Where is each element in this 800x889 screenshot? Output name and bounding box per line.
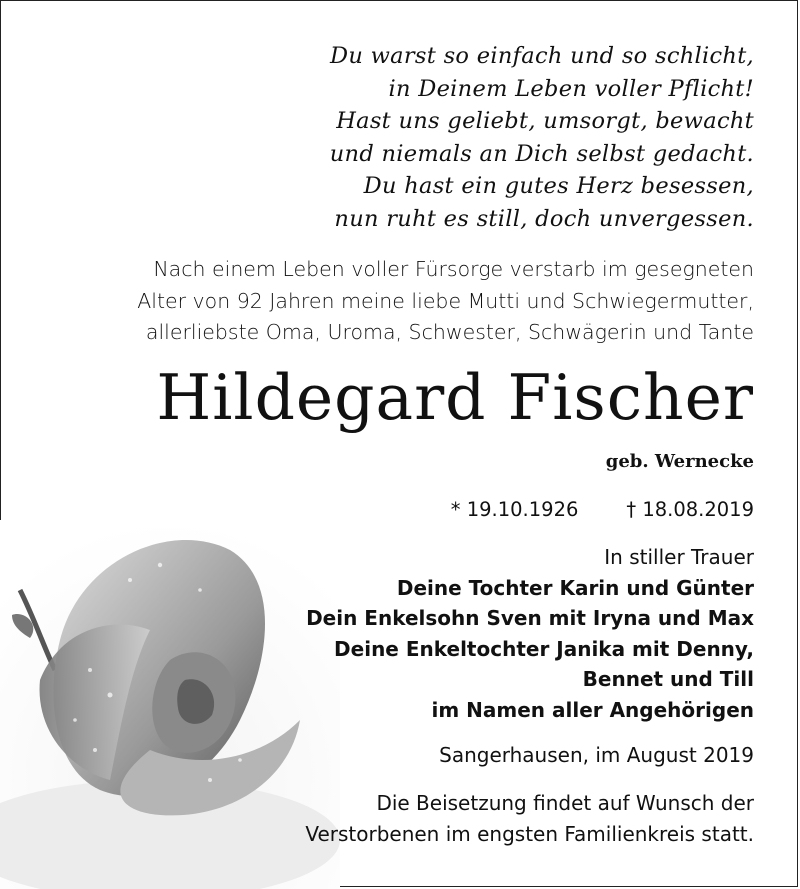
poem-line: Hast uns geliebt, umsorgt, bewacht xyxy=(336,108,754,134)
poem-line: nun ruht es still, doch unvergessen. xyxy=(334,205,754,232)
intro-text xyxy=(137,254,754,349)
mourners xyxy=(306,542,754,725)
intro-line: Nach einem Leben voller Fürsorge verstarb im gesegneten xyxy=(153,257,754,281)
intro-line: Alter von 92 Jahren meine liebe Mutti und Schwiegermutter, xyxy=(137,288,754,313)
intro-line: allerliebste Oma, Uroma, Schwester, Schwägerin und Tante xyxy=(145,320,754,344)
poem-line: Du hast ein gutes Herz besessen, xyxy=(363,173,754,199)
birth-date: * 19.10.1926 xyxy=(450,498,579,521)
maiden-name: geb. Wernecke xyxy=(605,451,754,472)
mourner-line: Deine Enkeltochter Janika mit Denny, xyxy=(334,636,754,661)
poem xyxy=(330,40,754,235)
place-date: Sangerhausen, im August 2019 xyxy=(439,743,754,767)
poem-line: und niemals an Dich selbst gedacht. xyxy=(329,140,754,167)
burial-line: Die Beisetzung findet auf Wunsch der xyxy=(376,791,754,815)
burial-note xyxy=(305,788,754,850)
poem-line: in Deinem Leben voller Pflicht! xyxy=(388,75,754,102)
death-date: † 18.08.2019 xyxy=(626,498,754,521)
mourners-heading: In stiller Trauer xyxy=(604,545,754,569)
burial-line: Verstorbenen im engsten Familienkreis statt. xyxy=(305,822,754,846)
mourner-line: Deine Tochter Karin und Günter xyxy=(396,575,754,600)
deceased-name: Hildegard Fischer xyxy=(156,361,754,434)
rose-icon xyxy=(0,520,340,889)
life-dates xyxy=(451,496,754,524)
mourner-line: Dein Enkelsohn Sven mit Iryna und Max xyxy=(306,606,754,630)
mourner-line: im Namen aller Angehörigen xyxy=(431,697,754,722)
mourner-line: Bennet und Till xyxy=(582,667,754,691)
poem-line: Du warst so einfach und so schlicht, xyxy=(330,43,754,69)
